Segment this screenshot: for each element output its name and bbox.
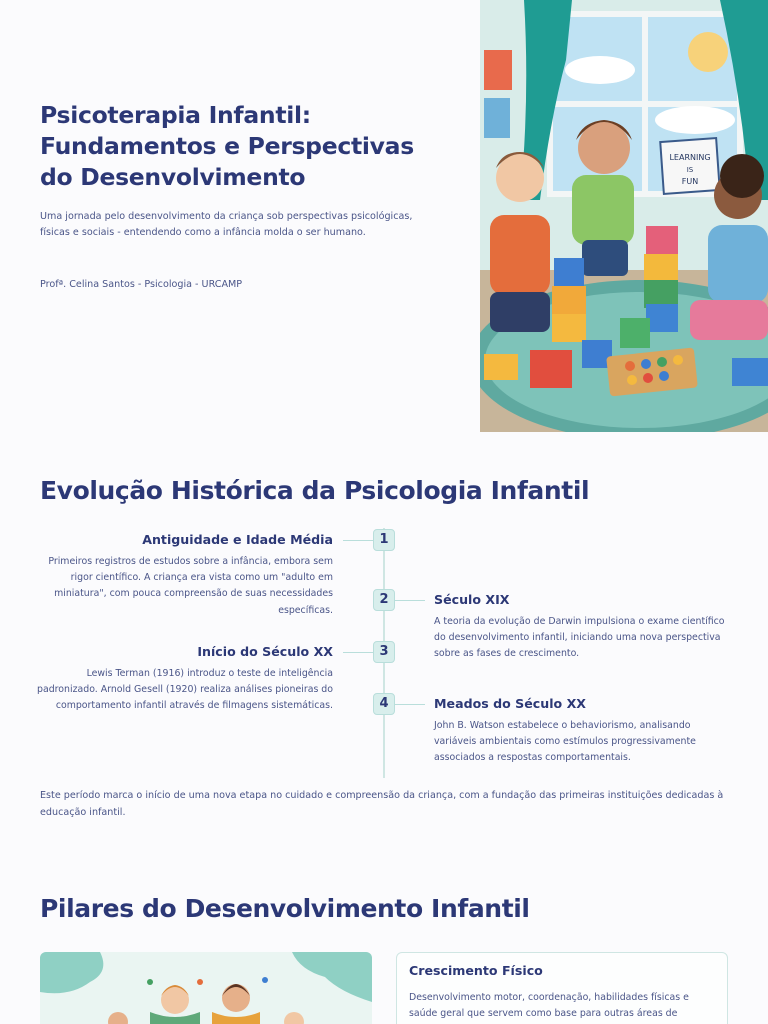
timeline-item-4 [434, 696, 734, 767]
sign-line-3: FUN [681, 177, 699, 186]
pillar-card-title: Crescimento Físico [409, 963, 543, 978]
timeline-heading: Século XIX [434, 592, 510, 607]
pillars-title: Pilares do Desenvolvimento Infantil [40, 894, 530, 923]
timeline-heading: Meados do Século XX [434, 696, 586, 711]
timeline-item-3 [33, 644, 333, 715]
timeline-connector [343, 540, 373, 541]
timeline-marker-3: 3 [373, 641, 395, 663]
children-illustration [40, 952, 372, 1024]
author-credit: Profª. Celina Santos - Psicologia - URCAMP [40, 279, 243, 290]
classroom-illustration [480, 0, 768, 432]
timeline-connector [395, 704, 425, 705]
timeline-heading: Início do Século XX [197, 644, 333, 659]
sign-line-1: LEARNING [669, 153, 711, 162]
timeline-description: Lewis Terman (1916) introduz o teste de inteligência padronizado. Arnold Gesell (1920) realiza análises pioneiras do comportamento infantil através de filmagens sistemáticas. [37, 668, 333, 712]
pillar-card [396, 952, 728, 1024]
timeline-description: A teoria da evolução de Darwin impulsiona o exame científico do desenvolvimento infantil, iniciando uma nova perspectiva sobre as fases de crescimento. [434, 616, 725, 660]
timeline-marker-4: 4 [373, 693, 395, 715]
timeline-footnote: Este período marca o início de uma nova etapa no cuidado e compreensão da criança, com a fundação das primeiras instituições dedicadas à educação infantil. [40, 790, 724, 818]
timeline-connector [395, 600, 425, 601]
timeline-item-1 [33, 532, 333, 619]
timeline-description: Primeiros registros de estudos sobre a infância, embora sem rigor científico. A criança era vista como um "adulto em miniatura", com pouca compreensão de suas necessidades específicas. [48, 556, 333, 616]
timeline-item-2 [434, 592, 734, 663]
timeline-marker-1: 1 [373, 529, 395, 551]
sign-line-2: IS [686, 166, 694, 174]
page-title: Psicoterapia Infantil: Fundamentos e Perspectivas do Desenvolvimento [40, 101, 414, 191]
timeline-title: Evolução Histórica da Psicologia Infantil [40, 476, 590, 505]
timeline-connector [343, 652, 373, 653]
pillar-card-description: Desenvolvimento motor, coordenação, habilidades físicas e saúde geral que servem como base para outras áreas de [409, 992, 689, 1020]
timeline-marker-2: 2 [373, 589, 395, 611]
hero-section [40, 100, 440, 290]
timeline-heading: Antiguidade e Idade Média [142, 532, 333, 547]
hero-subtitle: Uma jornada pelo desenvolvimento da criança sob perspectivas psicológicas, físicas e sociais - entendendo como a infância molda o ser humano. [40, 211, 413, 238]
timeline-description: John B. Watson estabelece o behaviorismo, analisando variáveis ambientais como estímulos progressivamente associados a respostas comportamentais. [434, 720, 696, 764]
